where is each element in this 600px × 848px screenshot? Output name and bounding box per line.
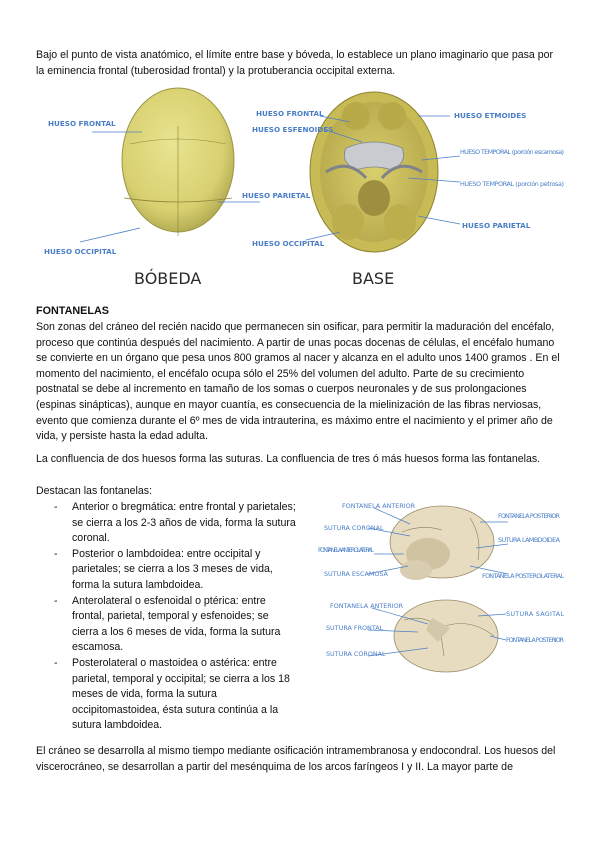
label-sutura-coronal-2: SUTURA CORONAL [326,650,386,658]
list-item: - Posterior o lambdoidea: entre occipital y parietales; se cierra a los 3 meses de vida, forma la sutura lambdoidea. [54,547,273,591]
label-vault-occipital: HUESO OCCIPITAL [44,247,117,256]
label-base-parietal: HUESO PARIETAL [462,221,531,230]
development-paragraph: El cráneo se desarrolla al mismo tiempo mediante osificación intramembranosa y endocondral. Los huesos del viscerocráneo, se desarrollan a partir del mesénquima de los arcos faríngeos I y II. La mayor parte de [36,745,556,773]
caption-boveda: BÓBEDA [134,269,202,288]
label-sutura-coronal: SUTURA CORONAL [324,524,384,532]
newborn-skull-figure [318,496,566,684]
skull-vault-base-figure [30,86,570,292]
label-sutura-lambdoidea: SUTURA LAMBDOIDEA [498,536,560,544]
label-sutura-escamosa: SUTURA ESCAMOSA [324,570,388,578]
label-base-occipital: HUESO OCCIPITAL [252,239,325,248]
label-base-temporal-escamosa: HUESO TEMPORAL (porción escamosa) [460,148,564,156]
label-fontanela-anterior-2: FONTANELA ANTERIOR [330,602,404,610]
list-item: - Anterior o bregmática: entre frontal y parietales; se cierra a los 2-3 años de vida, forma la sutura coronal. [54,501,296,545]
section-title: FONTANELAS [36,305,109,317]
label-fontanela-posterolateral: FONTANELA POSTEROLATERAL [482,572,564,580]
label-sutura-frontal: SUTURA FRONTAL [326,624,384,632]
label-base-temporal-petrosa: HUESO TEMPORAL (porción petrosa) [460,180,564,188]
label-base-frontal: HUESO FRONTAL [256,109,324,118]
label-base-esfenoides: HUESO ESFENOIDES [252,125,334,134]
label-vault-frontal: HUESO FRONTAL [48,119,116,128]
label-fontanela-posterior: FONTANELA POSTERIOR [498,512,560,520]
label-sutura-sagital: SUTURA SAGITAL [506,610,564,618]
label-fontanela-anterolateral: FONTANELA ANTEROLATERAL [318,546,374,554]
label-base-etmoides: HUESO ETMOIDES [454,111,527,120]
newborn-skull-superior [394,600,498,672]
label-fontanela-anterior: FONTANELA ANTERIOR [342,502,416,510]
newborn-skull-lateral [390,506,494,580]
intro-paragraph: Bajo el punto de vista anatómico, el límite entre base y bóveda, lo establece un plano imaginario que pasa por la eminencia frontal (tuberosidad frontal) y la protuberancia occipital externa. [36,49,554,77]
list-item: - Posterolateral o mastoidea o astérica: entre parietal, temporal y occipital; se cierra a los 18 meses de vida, forma la sutura occipitomastoidea, ésta sutura continúa a la sutura lambdoidea. [54,656,290,732]
caption-base: BASE [352,269,395,288]
list-item: - Anterolateral o esfenoidal o ptérica: entre frontal, parietal, temporal y esfenoides; se cierra a los 6 meses de vida, forma la sutura escamosa. [54,594,281,654]
sutures-paragraph: La confluencia de dos huesos forma las suturas. La confluencia de tres ó más huesos forma las fontanelas. [36,453,541,465]
label-fontanela-posterior-2: FONTANELA POSTERIOR [506,636,564,644]
fontanelas-paragraph: Son zonas del cráneo del recién nacido que permanecen sin osificar, para permitir la maduración del encéfalo, proceso que continúa después del nacimiento. A partir de unas pocas docenas de células, el encéfalo humano se convierte en un órgano que pesa unos 800 gramos al nacer y alcanza en el adulto unos 1400 gramos . En el momento del nacimiento, el encéfalo ocupa sólo el 25% del volumen del adulto. Parte de su crecimiento postnatal se debe al incremento en tamaño de los somas o cuerpos neuronales y de sus prolongaciones (espinas sinápticas), aunque en mayor cuantía, es consecuencia de la mielinización de las fibras nerviosas, evento que comienza durante el 6º mes de vida intrauterina, es máximo entre el nacimiento y el primer año de vida, y persiste hasta la edad adulta. [36,321,560,443]
skull-vault-illustration [122,88,234,236]
list-intro: Destacan las fontanelas: [36,485,153,497]
label-vault-parietal: HUESO PARIETAL [242,191,311,200]
fontanelas-list [36,500,298,734]
